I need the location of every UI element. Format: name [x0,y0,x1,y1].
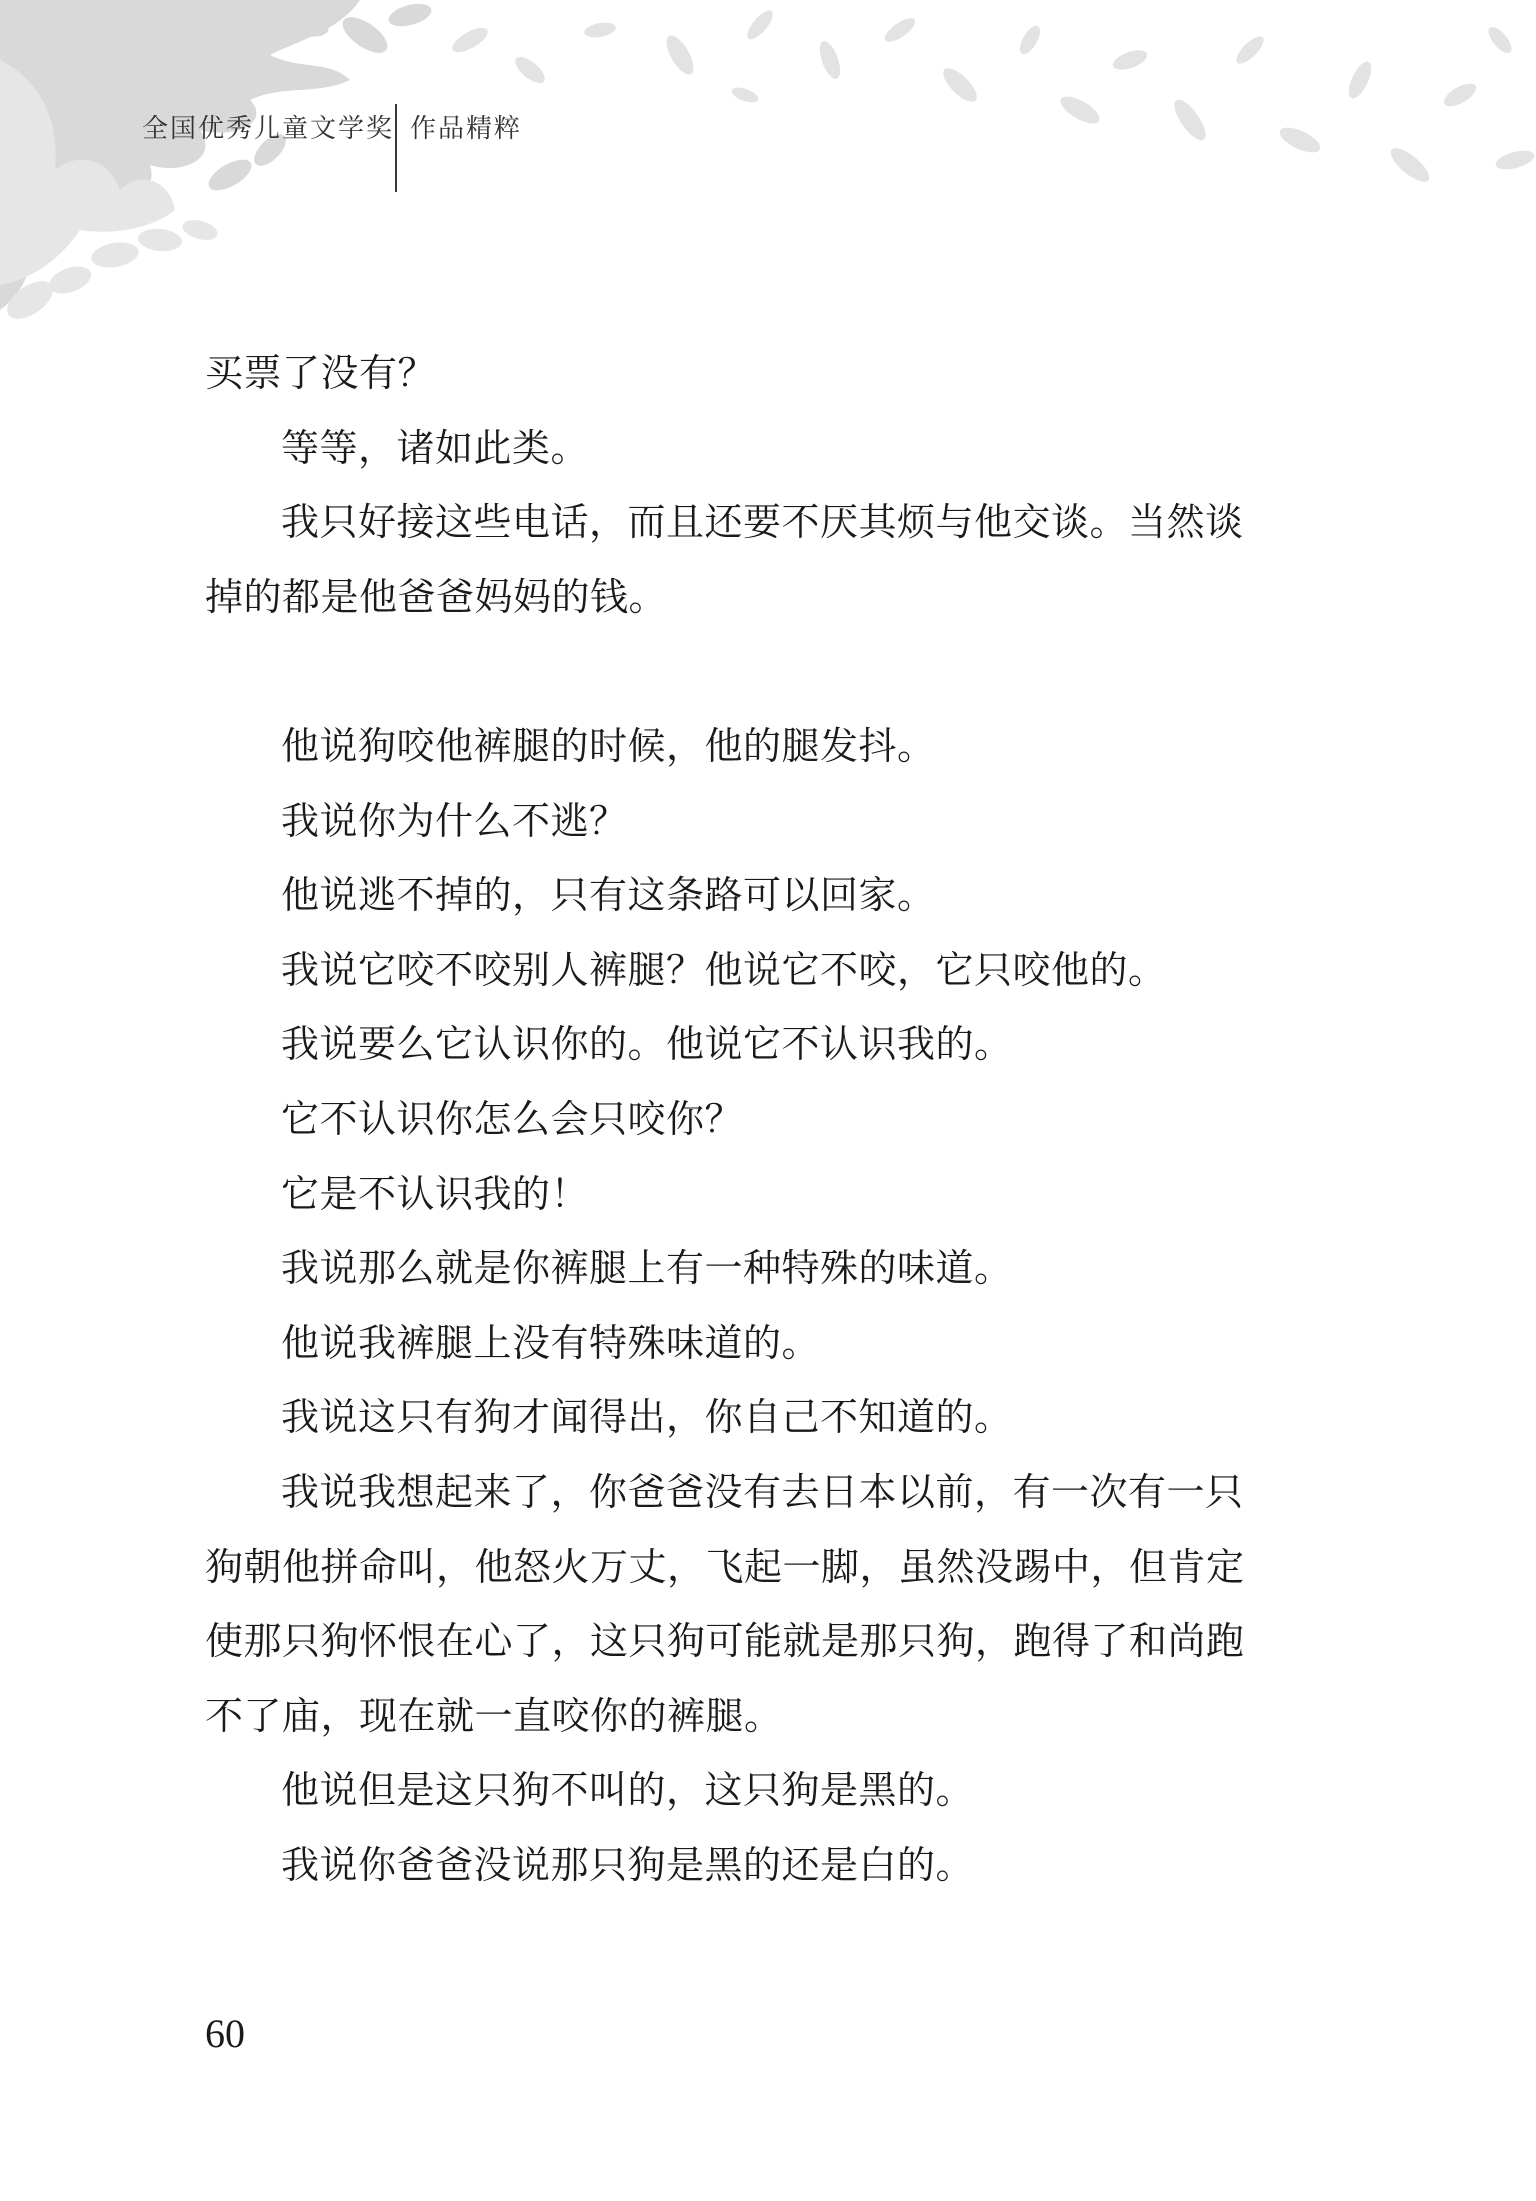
paragraph: 它是不认识我的！ [281,1171,590,1216]
paragraph: 我说你为什么不逃？ [281,798,628,843]
paragraph: 它不认识你怎么会只咬你？ [281,1096,744,1141]
paragraph: 他说狗咬他裤腿的时候，他的腿发抖。 [281,723,936,768]
paragraph: 我说我想起来了，你爸爸没有去日本以前，有一次有一只狗朝他拼命叫，他怒火万丈，飞起一脚，虽然没踢中，但肯定使那只狗怀恨在心了，这只狗可能就是那只狗，跑得了和尚跑不了庙，现在就一直咬你的裤腿。 [205,1469,1245,1738]
paragraph: 我说你爸爸没说那只狗是黑的还是白的。 [281,1842,975,1887]
running-header [0,0,1536,220]
paragraph: 他说我裤腿上没有特殊味道的。 [281,1320,821,1365]
series-title: 全国优秀儿童文学奖 [142,114,395,144]
body-text [205,336,1281,1902]
header-divider [395,104,397,192]
paragraph: 我说要么它认识你的。他说它不认识我的。 [281,1022,1013,1067]
section-break [205,634,1281,709]
paragraph: 我说这只有狗才闻得出，你自己不知道的。 [281,1395,1013,1440]
paragraph: 等等，诸如此类。 [281,425,590,470]
paragraph: 我只好接这些电话，而且还要不厌其烦与他交谈。当然谈掉的都是他爸爸妈妈的钱。 [205,500,1244,619]
paragraph: 我说它咬不咬别人裤腿？他说它不咬，它只咬他的。 [281,947,1167,992]
paragraph: 我说那么就是你裤腿上有一种特殊的味道。 [281,1246,1013,1291]
page-number: 60 [205,2011,245,2056]
section-title: 作品精粹 [410,114,523,144]
paragraph: 他说逃不掉的，只有这条路可以回家。 [281,873,936,918]
paragraph: 他说但是这只狗不叫的，这只狗是黑的。 [281,1768,975,1813]
paragraph: 买票了没有？ [205,351,437,395]
